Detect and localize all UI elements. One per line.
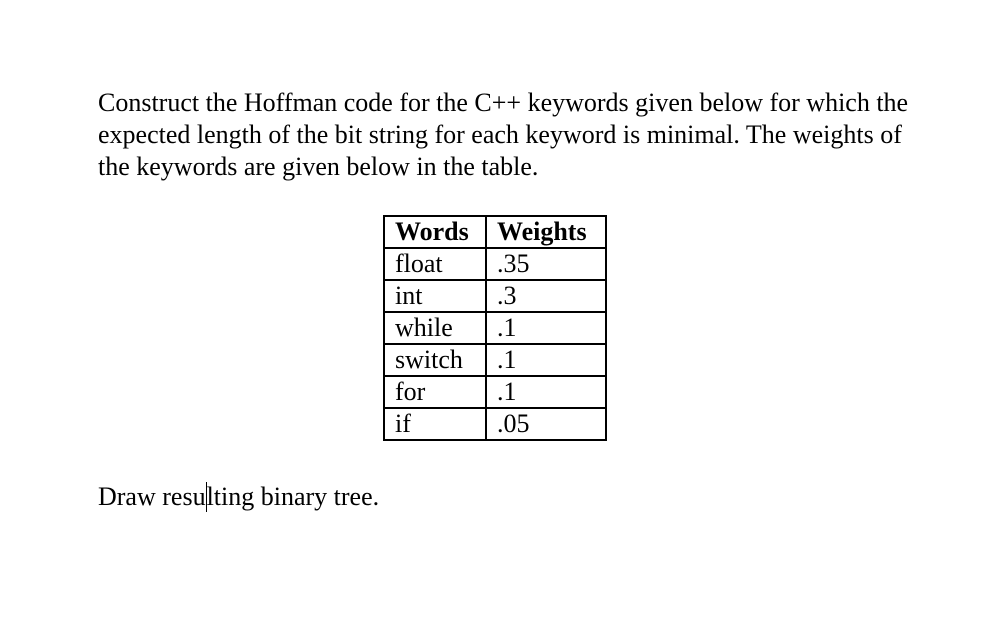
table-row (384, 344, 606, 376)
word-cell: switch (384, 344, 486, 376)
word-cell: if (384, 408, 486, 440)
weight-cell: .1 (486, 312, 606, 344)
keyword-weights-table (383, 215, 607, 441)
paragraph-line: expected length of the bit string for each keyword is minimal. The weights of (98, 120, 902, 149)
weight-cell: .1 (486, 376, 606, 408)
instruction-text-before-caret: Draw resu (98, 482, 206, 511)
table-row (384, 408, 606, 440)
table-row (384, 280, 606, 312)
weight-cell: .3 (486, 280, 606, 312)
instruction-line[interactable] (98, 481, 379, 513)
word-cell: while (384, 312, 486, 344)
weight-cell: .1 (486, 344, 606, 376)
problem-paragraph (98, 87, 958, 183)
instruction-text-after-caret: lting binary tree. (206, 482, 380, 511)
weight-cell: .05 (486, 408, 606, 440)
header-weights: Weights (486, 216, 606, 248)
paragraph-line: the keywords are given below in the table. (98, 152, 539, 181)
table-row (384, 376, 606, 408)
table-row (384, 248, 606, 280)
table-row (384, 312, 606, 344)
word-cell: int (384, 280, 486, 312)
paragraph-line: Construct the Hoffman code for the C++ keywords given below for which the (98, 88, 909, 117)
header-words: Words (384, 216, 486, 248)
word-cell: float (384, 248, 486, 280)
weight-cell: .35 (486, 248, 606, 280)
word-cell: for (384, 376, 486, 408)
table-header-row (384, 216, 606, 248)
